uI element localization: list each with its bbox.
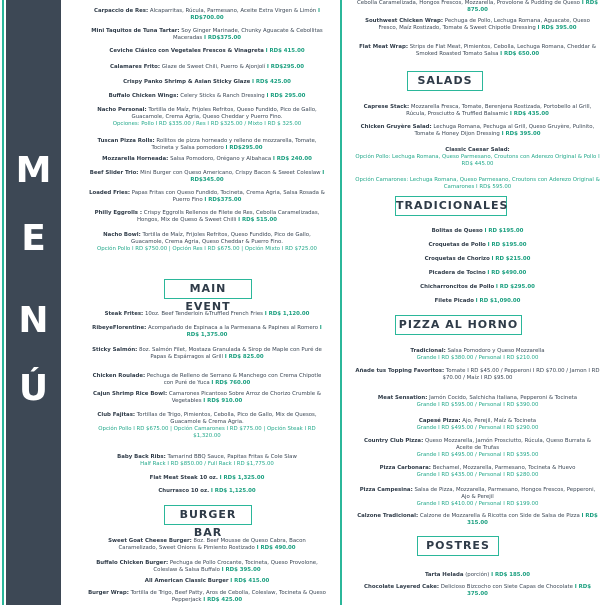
item-name: Steak Frites: bbox=[104, 311, 144, 317]
item-description: Delicioso Bizcocho con Siete Capas de Chocolate bbox=[440, 584, 573, 590]
item-price: I RD$ 1,120.00 bbox=[264, 311, 310, 317]
item-description: Bechamel, Mozzarella, Parmesano, Tocineta & Huevo bbox=[432, 465, 576, 471]
title-letter-n: N bbox=[18, 300, 49, 341]
item-description: Pechuga de Relleno de Serrano & Manchego con Crema Chipotle con Puré de Yuca bbox=[146, 373, 322, 386]
item-description: Salsa Pomodoro y Queso Mozzarella bbox=[447, 348, 545, 354]
item-options: Grande I RD $380.00 / Personal I RD $210.00 bbox=[416, 355, 539, 361]
menu-item bbox=[88, 170, 326, 184]
item-description: Tortillas de Trigo, Pimientos, Cebolla, Pico de Gallo, Mix de Quesos, Guacamole & Crema Agria. bbox=[136, 412, 317, 425]
item-name: Tradicional: bbox=[410, 348, 446, 354]
item-description: Crispy Eggrolls Rellenos de Filete de Res, Cebolla Caramelizadas, Hongos, Mix de Queso & Sweet Chilli bbox=[136, 210, 320, 223]
item-price: I RD$ 395.00 bbox=[537, 25, 577, 31]
item-options: Opción Pollo I RD $750.00 | Opción Res I RD $675.00 | Opción Mixto I RD $725.00 bbox=[97, 246, 317, 252]
item-description: Cebolla Caramelizada, Hongos Frescos, Mozzarella, Provolone & Pudding de Queso bbox=[357, 0, 580, 6]
item-name: Mini Taquitos de Tuna Tartar: bbox=[91, 28, 180, 34]
menu-item bbox=[355, 104, 600, 118]
item-options: Opciones: Pollo I RD $335.00 / Res I RD $325.00 / Mixto I RD $ 325.00 bbox=[112, 121, 302, 127]
item-price: I RD$ 185.00 bbox=[491, 572, 531, 578]
item-price: I RD$ 395.00 bbox=[501, 131, 541, 137]
menu-item bbox=[355, 395, 600, 409]
item-description: Camarones Picantoso Sobre Arroz de Chorizo Crumble & Vegetables bbox=[168, 391, 321, 404]
item-description: Acompañado de Espinaca a la Parmesana & Papines al Romero bbox=[148, 325, 319, 331]
menu-item bbox=[88, 560, 326, 574]
item-name: Classic Caesar Salad: bbox=[445, 147, 510, 153]
title-letter-e: E bbox=[21, 218, 46, 259]
item-price: I RD $490.00 bbox=[487, 270, 527, 276]
item-name: Croquetas de Chorizo bbox=[424, 256, 490, 262]
menu-item bbox=[88, 325, 326, 339]
item-name: Calamares Frito: bbox=[110, 64, 161, 70]
item-options: Half Rack I RD $850.00 / Full Rack I RD $1,775.00 bbox=[140, 461, 274, 467]
item-name: Carpaccio de Res: bbox=[94, 8, 149, 14]
item-options: Grande I RD $595.00 / Personal I RD $390.00 bbox=[416, 402, 539, 408]
item-name: Pizza Campesina: bbox=[359, 487, 413, 493]
item-description: Tortilla de Maíz, Frijoles Refritos, Queso Fundido, Pico de Gallo, Guacamole, Crema Agria, Queso Cheddar & Puerro Fino. bbox=[131, 232, 311, 245]
menu-item bbox=[355, 256, 600, 263]
item-options: Grande I RD $495.00 / Personal I RD $290.00 bbox=[416, 425, 539, 431]
item-name: RibeyeFlorentine: bbox=[92, 325, 147, 331]
menu-item bbox=[88, 578, 326, 585]
item-price: I RD$ 910.00 bbox=[203, 398, 243, 404]
menu-item bbox=[355, 465, 600, 479]
item-name: Caprese Stack: bbox=[363, 104, 410, 110]
item-description: Pechuga de Pollo, Lechuga Romana, Aguacate, Queso Fresco, Maíz Rostizado, Tomate & Sweet Chipotle Dressing bbox=[378, 18, 590, 31]
item-price: I RD$ 295.00 bbox=[266, 93, 306, 99]
menu-item bbox=[88, 232, 326, 253]
item-price: I RD$ 1,325.00 bbox=[219, 475, 265, 481]
item-name: Añade tus Topping Favoritos: bbox=[355, 368, 445, 374]
item-description: Mozzarella Fresca, Tomate, Berenjena Rostizada, Portobello al Grill, Rúcula, Prosciutto & Truffled Balsamic bbox=[406, 104, 592, 117]
item-name: Meat Sensation: bbox=[377, 395, 428, 401]
item-name: Ceviche Clásico con Vegetales Frescos & Vinagreta bbox=[109, 48, 264, 54]
item-price: I RD $215.00 bbox=[491, 256, 531, 262]
item-price: I RD$ 425.00 bbox=[251, 79, 291, 85]
item-description: Celery Sticks & Ranch Dressing bbox=[180, 93, 265, 99]
menu-item bbox=[355, 44, 600, 58]
item-description: Soy Ginger Marinade, Chunky Aguacate & Cebollitas Maceradas bbox=[172, 28, 323, 41]
title-letter-u: Ú bbox=[18, 368, 49, 409]
menu-item bbox=[88, 138, 326, 152]
item-price: I RD$700.00 bbox=[190, 8, 320, 21]
item-options: Grande I RD $495.00 / Personal I RD $395.00 bbox=[416, 452, 539, 458]
item-price: I RD$345.00 bbox=[190, 170, 325, 183]
item-price: I RD $195.00 bbox=[484, 228, 524, 234]
menu-item bbox=[355, 487, 600, 508]
menu-item bbox=[355, 572, 600, 579]
item-price: I RD$ 825.00 bbox=[224, 354, 264, 360]
item-options: Opción Camarones: Lechuga Romana, Queso Parmesano, Croutons con Aderezo Original & Camarones I RD$ 595.00 bbox=[355, 177, 600, 190]
item-name: Burger Wrap: bbox=[88, 590, 129, 596]
item-description: 10oz. Beef Tenderloin &Truffled French Fries bbox=[144, 311, 263, 317]
item-name: Loaded Fries: bbox=[89, 190, 131, 196]
item-options: Grande I RD $435.00 / Personal I RD $280.00 bbox=[416, 472, 539, 478]
column-divider bbox=[340, 0, 342, 605]
item-price: I RD$ 1,125.00 bbox=[210, 488, 256, 494]
item-price: I RD$ 375.00 bbox=[467, 584, 591, 597]
item-price: I RD$ 760.00 bbox=[211, 380, 251, 386]
menu-item bbox=[88, 454, 326, 468]
accent-line bbox=[2, 0, 4, 605]
menu-item bbox=[88, 190, 326, 204]
item-description: Alcaparritas, Rúcula, Parmesano, Aceite Extra Virgen & Limón bbox=[149, 8, 317, 14]
menu-item bbox=[355, 242, 600, 249]
menu-item bbox=[355, 348, 600, 362]
item-name: Calzone Tradicional: bbox=[357, 513, 419, 519]
item-price: I RD$ 240.00 bbox=[272, 156, 312, 162]
item-price: I RD$ 1,375.00 bbox=[186, 325, 322, 338]
item-description: Tortilla de Trigo, Beef Patty, Aros de Cebolla, Coleslaw, Tocineta & Queso Pepperjack bbox=[130, 590, 326, 603]
item-description: Tamarind BBQ Sauce, Papitas Fritas & Cole Slaw bbox=[167, 454, 297, 460]
menu-item bbox=[355, 18, 600, 32]
item-name: Pizza Carbonara: bbox=[379, 465, 431, 471]
item-name: Mozzarella Horneada: bbox=[102, 156, 169, 162]
menu-item bbox=[88, 412, 326, 440]
section-title: BURGER BAR bbox=[164, 505, 252, 525]
menu-item bbox=[355, 438, 600, 459]
menu-item bbox=[355, 368, 600, 382]
menu-item bbox=[88, 156, 326, 163]
item-price: I RD$ 650.00 bbox=[500, 51, 540, 57]
menu-item bbox=[88, 79, 326, 86]
item-description: (porción) bbox=[465, 572, 490, 578]
menu-item bbox=[88, 93, 326, 100]
item-description: 8oz. Beef Mousse de Queso Cabra, Bacon Caramelizado, Sweet Onions & Pimiento Rostizado bbox=[118, 538, 306, 551]
item-name: Bolitas de Queso bbox=[431, 228, 483, 234]
item-name: Chicken Roulade: bbox=[92, 373, 146, 379]
item-description: Tomate I RD $45.00 / Pepperoni I RD $70.00 / Jamon I RD $70.00 / Maíz I RD $95.00 bbox=[442, 368, 600, 381]
item-price: I RD$375.00 bbox=[204, 197, 242, 203]
item-name: Chocolate Layered Cake: bbox=[364, 584, 440, 590]
item-price: I RD$ 395.00 bbox=[221, 567, 261, 573]
section-title: TRADICIONALES bbox=[395, 196, 507, 216]
item-description: Queso Mozzarella, Jamón Prosciutto, Rúcula, Queso Burrata & Aceite de Trufas bbox=[424, 438, 591, 451]
section-title: MAIN EVENT bbox=[164, 279, 252, 299]
menu-item bbox=[88, 391, 326, 405]
item-name: Sweet Goat Cheese Burger: bbox=[108, 538, 192, 544]
menu-item bbox=[88, 107, 326, 128]
item-description: Ajo, Perejil, Maíz & Tocineta bbox=[462, 418, 537, 424]
menu-item bbox=[88, 210, 326, 224]
item-description: Rollitos de pizza horneado y relleno de mozzarella, Tomate, Tocineta y Salsa pomodoro bbox=[151, 138, 317, 151]
menu-item bbox=[88, 64, 326, 71]
item-name: Crispy Panko Shrimp & Asian Sticky Glaze bbox=[123, 79, 251, 85]
item-description: Calzone de Mozzarella & Ricotta con Side de Salsa de Pizza bbox=[419, 513, 580, 519]
item-name: All American Classic Burger bbox=[144, 578, 229, 584]
item-name: Cajun Shrimp Rice Bowl: bbox=[93, 391, 168, 397]
item-description: Jamón Cocido, Salchicha Italiana, Pepperoni & Tocineta bbox=[429, 395, 578, 401]
menu-item bbox=[355, 228, 600, 235]
item-price: I RD$ 515.00 bbox=[238, 217, 278, 223]
item-name: Buffalo Chicken Wings: bbox=[108, 93, 179, 99]
title-letter-m: M bbox=[15, 150, 52, 191]
item-price: I RD$295.00 bbox=[225, 145, 263, 151]
item-name: Picadera de Tocino bbox=[428, 270, 486, 276]
item-name: Tarta Helada bbox=[424, 572, 464, 578]
menu-item bbox=[355, 170, 600, 191]
menu-item bbox=[88, 347, 326, 361]
item-description: Glaze de Sweet Chili, Puerro & Ajonjolí bbox=[161, 64, 266, 70]
menu-item bbox=[88, 475, 326, 482]
item-options: Opción Pollo I RD $675.00 | Opción Camarones I RD $775.00 | Opción Steak I RD $1,320.00 bbox=[98, 426, 316, 439]
item-price: I RD$375.00 bbox=[203, 35, 242, 41]
item-description: Lechuga Romana, Pechuga al Grill, Queso Gruyère, Pulinito, Tomate & Honey Dijon Dressing bbox=[414, 124, 595, 137]
menu-item bbox=[88, 373, 326, 387]
item-price: I RD$ 435.00 bbox=[509, 111, 549, 117]
item-description: Strips de Flat Meat, Pimientos, Cebolla, Lechuga Romana, Cheddar & Smoked Roasted Tomato Salsa bbox=[409, 44, 596, 57]
item-name: Churrasco 10 oz. bbox=[158, 488, 210, 494]
item-description: Mini Burger con Queso Americano, Crispy Bacon & Sweet Coleslaw bbox=[140, 170, 321, 176]
item-name: Southwest Chicken Wrap: bbox=[365, 18, 444, 24]
item-description: Salsa de Pizza, Mozzarella, Parmesano, Hongos Frescos, Pepperoni, Ajo & Perejil bbox=[414, 487, 596, 500]
menu-item bbox=[355, 298, 600, 305]
item-name: Sticky Salmón: bbox=[92, 347, 138, 353]
item-name: Nacho Personal: bbox=[97, 107, 147, 113]
menu-item bbox=[355, 0, 600, 14]
item-name: Flat Meat Steak 10 oz. bbox=[149, 475, 218, 481]
menu-item bbox=[355, 584, 600, 598]
menu-item bbox=[355, 284, 600, 291]
item-price: I RD$ 415.00 bbox=[230, 578, 270, 584]
item-description: 8oz. Salmón Filet, Mostaza Granulada & Sirop de Maple con Puré de Papas & Espárragos al Grill bbox=[139, 347, 322, 360]
item-price: I RD$ 490.00 bbox=[256, 545, 296, 551]
item-name: Chicken Gruyère Salad: bbox=[360, 124, 432, 130]
section-title: PIZZA AL HORNO bbox=[395, 315, 522, 335]
item-name: Filete Picado bbox=[434, 298, 474, 304]
item-price: I RD$295.00 bbox=[266, 64, 304, 70]
item-description: Papas Fritas con Queso Fundido, Tocineta, Crema Agria, Salsa Rosada & Puerro Fino bbox=[131, 190, 325, 203]
item-description: Pechuga de Pollo Crocante, Tocineta, Queso Provolone, Coleslaw & Salsa Buffalo bbox=[153, 560, 318, 573]
item-price: I RD$ 875.00 bbox=[467, 0, 598, 13]
item-price: I RD$ 425.00 bbox=[203, 597, 243, 603]
item-name: Baby Back Ribs: bbox=[117, 454, 166, 460]
item-name: Flat Meat Wrap: bbox=[359, 44, 408, 50]
section-title: POSTRES bbox=[417, 536, 499, 556]
item-price: I RD$ 415.00 bbox=[265, 48, 305, 54]
menu-item bbox=[88, 590, 326, 604]
item-price: I RD $295.00 bbox=[495, 284, 535, 290]
item-name: Country Club Pizza: bbox=[364, 438, 424, 444]
item-name: Philly Eggrolls : bbox=[94, 210, 143, 216]
item-price: I RD $1,090.00 bbox=[475, 298, 521, 304]
menu-item bbox=[88, 488, 326, 495]
menu-item bbox=[355, 147, 600, 168]
item-name: Tuscan Pizza Rolls: bbox=[97, 138, 155, 144]
menu-item bbox=[88, 28, 326, 42]
item-name: Beef Slider Trio: bbox=[89, 170, 139, 176]
menu-item bbox=[355, 418, 600, 432]
item-options: Opción Pollo: Lechuga Romana, Queso Parmesano, Croutons con Aderezo Original & Pollo I RD$ 445.00 bbox=[355, 154, 600, 167]
menu-item bbox=[88, 311, 326, 318]
item-name: Chicharroncitos de Pollo bbox=[420, 284, 495, 290]
item-name: Capesé Pizza: bbox=[418, 418, 461, 424]
item-price: I RD $195.00 bbox=[487, 242, 527, 248]
item-name: Nacho Bowl: bbox=[103, 232, 141, 238]
item-name: Buffalo Chicken Burger: bbox=[96, 560, 169, 566]
item-name: Club Fajitas: bbox=[97, 412, 136, 418]
left-decor-strip bbox=[0, 0, 62, 605]
item-description: Tortilla de Maíz, Frijoles Refritos, Queso Fundido, Pico de Gallo, Guacamole, Crema Agria, Queso Cheddar y Puerro Fino. bbox=[131, 107, 317, 120]
item-description: Salsa Pomodoro, Orégano y Albahaca bbox=[170, 156, 272, 162]
item-price: I RD$ 315.00 bbox=[467, 513, 598, 526]
item-name: Croquetas de Pollo bbox=[428, 242, 486, 248]
item-options: Grande I RD $410.00 / Personal I RD $199.00 bbox=[416, 501, 539, 507]
menu-item bbox=[355, 124, 600, 138]
menu-item bbox=[88, 48, 326, 55]
menu-item bbox=[355, 270, 600, 277]
section-title: SALADS bbox=[407, 71, 483, 91]
menu-item bbox=[88, 538, 326, 552]
menu-item bbox=[355, 513, 600, 527]
menu-item bbox=[88, 8, 326, 22]
